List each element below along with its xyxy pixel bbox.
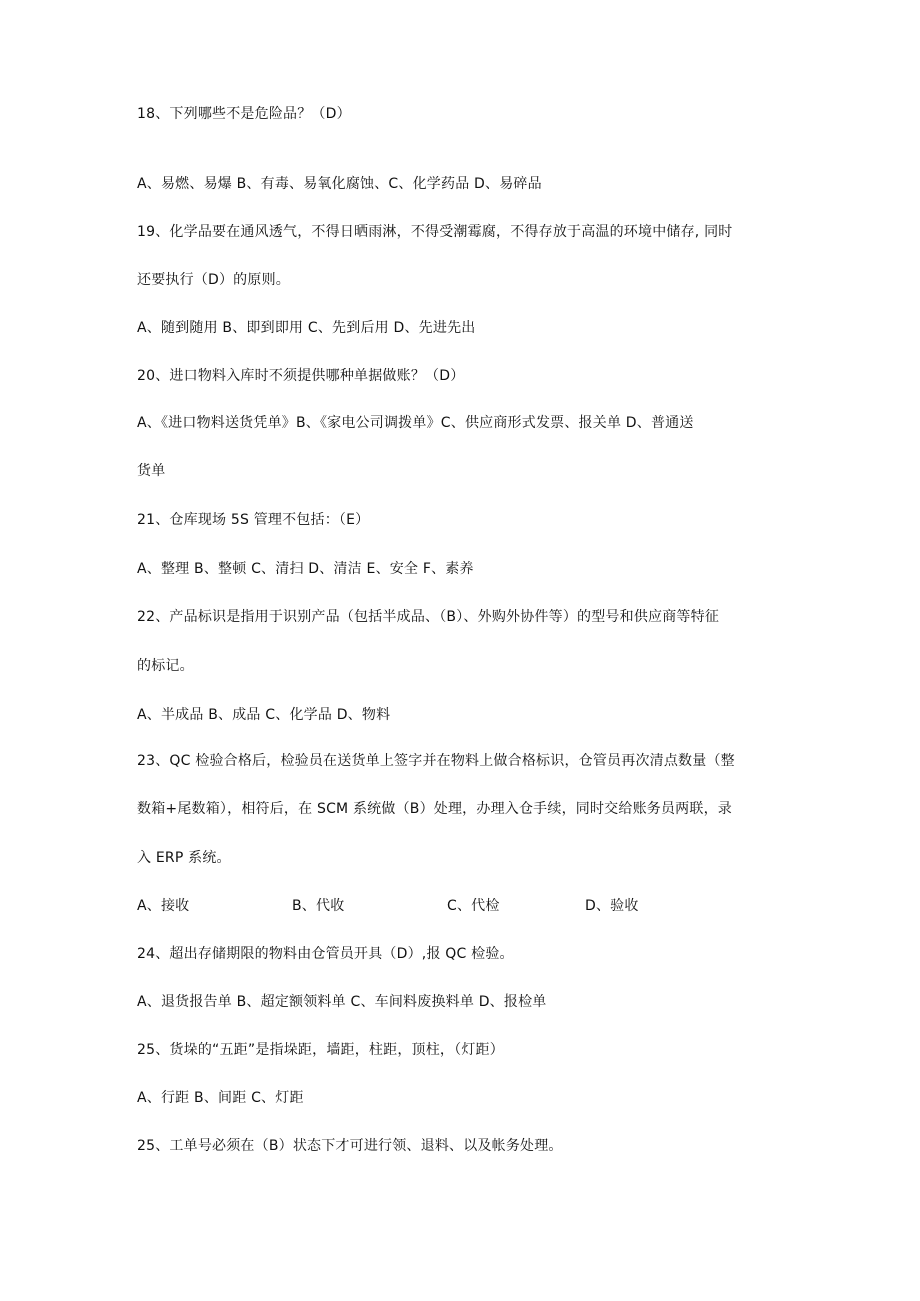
option-a: A、接收	[137, 898, 190, 914]
answer-options-20-line-2: 货单	[137, 463, 166, 479]
option-c: C、代检	[447, 898, 500, 914]
answer-options-20-line-1: A、《进口物料送货凭单》B、《家电公司调拨单》C、供应商形式发票、报关单 D、普通送	[137, 415, 694, 431]
question-25-second: 25、工单号必须在（B）状态下才可进行领、退料、以及帐务处理。	[137, 1138, 563, 1154]
option-d: D、验收	[585, 898, 639, 914]
question-23-line-1: 23、QC 检验合格后，检验员在送货单上签字并在物料上做合格标识，仓管员再次清点数量（整	[137, 753, 735, 769]
question-19-line-2: 还要执行（D）的原则。	[137, 272, 290, 288]
answer-options-19: A、随到随用 B、即到即用 C、先到后用 D、先进先出	[137, 320, 476, 336]
answer-options-23	[137, 897, 697, 915]
question-25: 25、货垛的“五距”是指垛距，墙距，柱距，顶柱，（灯距）	[137, 1042, 504, 1058]
question-18: 18、下列哪些不是危险品？（D）	[137, 106, 351, 122]
option-b: B、代收	[292, 898, 345, 914]
answer-options-18: A、易燃、易爆 B、有毒、易氧化腐蚀、C、化学药品 D、易碎品	[137, 176, 542, 192]
answer-options-22: A、半成品 B、成品 C、化学品 D、物料	[137, 707, 391, 723]
question-24: 24、超出存储期限的物料由仓管员开具（D）,报 QC 检验。	[137, 946, 514, 962]
question-23-line-2: 数箱+尾数箱），相符后，在 SCM 系统做（B）处理，办理入仓手续，同时交给账务员两联，录	[137, 801, 732, 817]
question-23-line-3: 入 ERP 系统。	[137, 850, 231, 866]
answer-options-24: A、退货报告单 B、超定额领料单 C、车间料废换料单 D、报检单	[137, 994, 547, 1010]
answer-options-21: A、整理 B、整顿 C、清扫 D、清洁 E、安全 F、素养	[137, 561, 474, 577]
question-19-line-1: 19、化学品要在通风透气，不得日晒雨淋，不得受潮霉腐，不得存放于高温的环境中储存, 同时	[137, 224, 733, 240]
question-21: 21、仓库现场 5S 管理不包括：（E）	[137, 512, 370, 528]
question-20: 20、进口物料入库时不须提供哪种单据做账？（D）	[137, 368, 465, 384]
question-22-line-1: 22、产品标识是指用于识别产品（包括半成品、（B）、外购外协件等）的型号和供应商等特征	[137, 609, 720, 625]
question-22-line-2: 的标记。	[137, 658, 194, 674]
answer-options-25: A、行距 B、间距 C、灯距	[137, 1090, 304, 1106]
